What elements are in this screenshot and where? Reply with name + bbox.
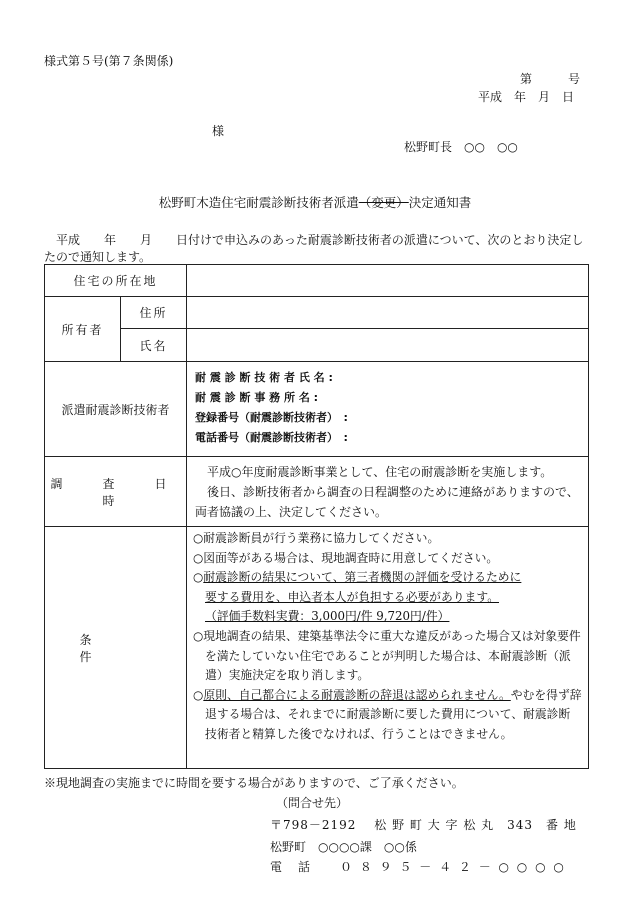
- contact-phone: 電 話 ０ ８ ９ ５ － ４ ２ － ○ ○ ○ ○: [270, 860, 566, 874]
- owner-name-label: 氏名: [121, 329, 187, 362]
- sender: 松野町長 ○○ ○○: [404, 140, 518, 154]
- survey-text-2: 後日、診断技術者から調査の日程調整のために連絡がありますので、両者協議の上、決定してください。: [195, 484, 579, 519]
- condition-1: ○耐震診断員が行う業務に協力してください。: [193, 531, 440, 545]
- row-owner-name: [45, 329, 589, 362]
- survey-text-1: 平成○年度耐震診断事業として、住宅の耐震診断を実施します。: [207, 464, 553, 479]
- condition-5: [193, 686, 582, 745]
- document-number-line: 第 号: [520, 72, 581, 86]
- addressee: 様: [212, 124, 225, 138]
- technician-name-field: 耐 震 診 断 技 術 者 氏 名 :: [195, 371, 333, 384]
- technician-label: 派遣耐震診断技術者: [45, 362, 187, 457]
- intro-text: 平成 年 月 日付けで申込みのあった耐震診断技術者の派遣について、次のとおり決定したので通知します。: [44, 233, 584, 264]
- title-main: 松野町木造住宅耐震診断技術者派遣: [158, 195, 359, 210]
- technician-office-field: 耐 震 診 断 事 務 所 名 :: [195, 391, 319, 404]
- condition-3-bullet: ○: [193, 570, 204, 585]
- footer-note: ※現地調査の実施までに時間を要する場合がありますので、ご了承ください。: [44, 776, 464, 790]
- technician-fields: [187, 362, 589, 457]
- form-number: 様式第５号(第７条関係): [44, 54, 174, 68]
- survey-label: 調 査 日 時: [45, 457, 187, 527]
- contact-department: 松野町 ○○○○課 ○○係: [270, 840, 417, 854]
- technician-registration-field: 登録番号（耐震診断技術者） :: [195, 411, 348, 424]
- conditions-list: [187, 527, 589, 769]
- condition-3-fee: （評価手数料実費：3,000円/件 9,720円/件）: [205, 609, 450, 624]
- condition-5-rest: やむを得ず辞退する場合は、それまでに耐震診断に要した費用について、耐震診断技術者と精算した後でなければ、行うことはできません。: [205, 687, 582, 741]
- survey-text: [187, 457, 589, 527]
- condition-3-line-3-wrap: [193, 607, 582, 627]
- owner-address-value: [187, 297, 589, 329]
- owner-label: 所有者: [45, 297, 121, 362]
- title-struck: （変更）: [358, 195, 409, 210]
- condition-3-line-1: 耐震診断の結果について、第三者機関の評価を受けるために: [203, 570, 522, 585]
- house-location-value: [187, 265, 589, 297]
- condition-5-bullet: ○: [193, 687, 204, 702]
- house-location-label: 住宅の所在地: [45, 265, 187, 297]
- conditions-label-text: 条件: [79, 632, 152, 664]
- contact-address: 〒798－2192 松 野 町 大 字 松 丸 343 番 地: [270, 818, 577, 832]
- row-owner-address: [45, 297, 589, 329]
- row-conditions: [45, 527, 589, 769]
- technician-phone-field: 電話番号（耐震診断技術者） :: [195, 431, 348, 444]
- owner-name-value: [187, 329, 589, 362]
- row-survey: [45, 457, 589, 527]
- conditions-label: [45, 527, 187, 769]
- row-technician: [45, 362, 589, 457]
- row-house-location: [45, 265, 589, 297]
- owner-address-label: 住所: [121, 297, 187, 329]
- condition-4: ○現地調査の結果、建築基準法令に重大な違反があった場合又は対象要件を満たしていない住宅であることが判明した場合は、本耐震診断（派遣）実施決定を取り消します。: [193, 628, 581, 683]
- condition-3: [193, 568, 582, 588]
- condition-3-line-2-wrap: [193, 588, 582, 608]
- title-end: 決定通知書: [408, 195, 472, 210]
- document-title: [0, 193, 630, 211]
- condition-5-underlined: 原則、自己都合による耐震診断の辞退は認められません。: [203, 687, 511, 702]
- condition-3-line-2: 要する費用を、申込者本人が負担する必要があります。: [205, 589, 499, 604]
- condition-2: ○図面等がある場合は、現地調査時に用意してください。: [193, 550, 499, 565]
- notice-table: [44, 264, 589, 769]
- contact-heading: （問合せ先）: [276, 796, 349, 810]
- date-line: 平成 年 月 日: [478, 90, 575, 104]
